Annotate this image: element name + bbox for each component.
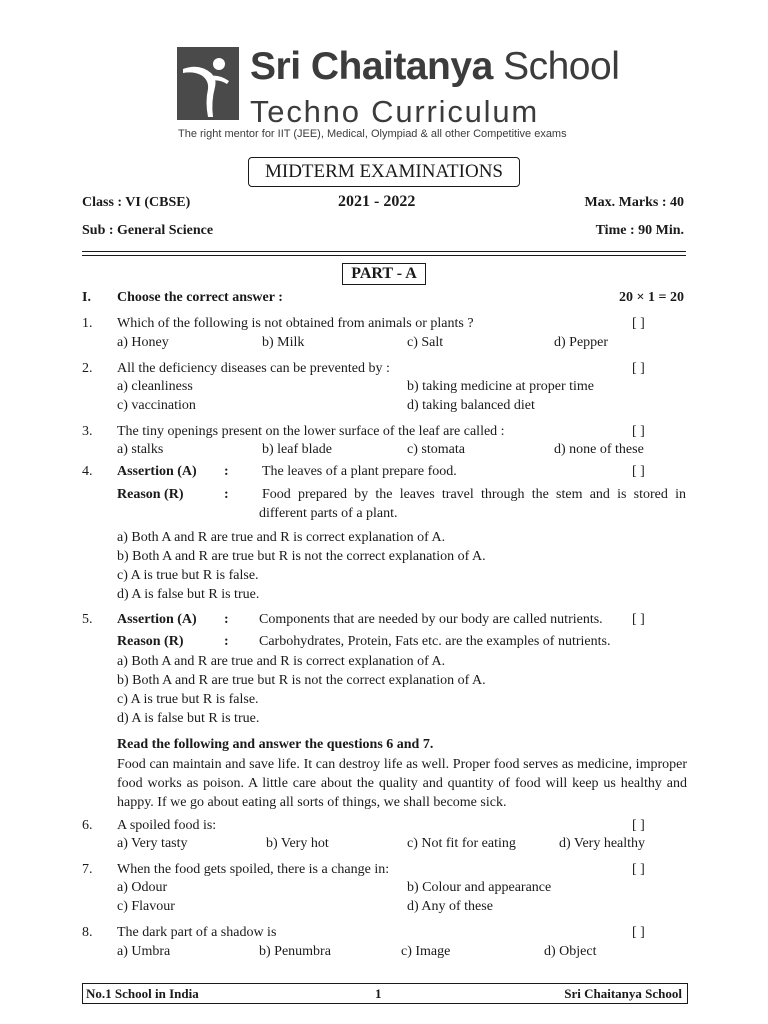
school-logo-icon xyxy=(177,47,239,120)
option-c: c) Image xyxy=(401,944,451,959)
question-number: 6. xyxy=(82,818,93,833)
section-instruction: Choose the correct answer : xyxy=(117,290,283,305)
header-divider xyxy=(82,255,686,256)
question-text: Which of the following is not obtained from animals or plants ? xyxy=(117,316,474,331)
reason-text-line2: different parts of a plant. xyxy=(259,506,398,521)
option-d: d) none of these xyxy=(554,442,644,457)
option-d: d) Very healthy xyxy=(559,836,646,851)
option-b: b) Very hot xyxy=(266,836,329,851)
reason-label: Reason (R) xyxy=(117,487,184,502)
answer-bracket: [ ] xyxy=(632,818,645,833)
question-number: 3. xyxy=(82,424,93,439)
option-c: c) Flavour xyxy=(117,899,175,914)
question-text: When the food gets spoiled, there is a change in: xyxy=(117,862,390,877)
answer-bracket: [ ] xyxy=(632,361,645,376)
question-text: The tiny openings present on the lower surface of the leaf are called : xyxy=(117,424,505,439)
assertion-label: Assertion (A) xyxy=(117,612,197,627)
answer-bracket: [ ] xyxy=(632,612,645,627)
colon: : xyxy=(224,634,229,649)
exam-title: MIDTERM EXAMINATIONS xyxy=(248,157,520,187)
assertion-text: The leaves of a plant prepare food. xyxy=(262,464,457,479)
option-a: a) Both A and R are true and R is correct explanation of A. xyxy=(117,530,446,545)
school-name: Sri Chaitanya School xyxy=(250,45,620,88)
reason-text: Carbohydrates, Protein, Fats etc. are the examples of nutrients. xyxy=(259,634,611,649)
answer-bracket: [ ] xyxy=(632,316,645,331)
option-a: a) Both A and R are true and R is correct explanation of A. xyxy=(117,654,446,669)
option-a: a) cleanliness xyxy=(117,379,193,394)
question-number: 5. xyxy=(82,612,93,627)
option-b: b) Milk xyxy=(262,335,305,350)
colon: : xyxy=(224,612,229,627)
reason-text-line1: Food prepared by the leaves travel through the stem and is stored in xyxy=(262,487,686,502)
page-number: 1 xyxy=(375,986,382,1001)
question-number: 7. xyxy=(82,862,93,877)
option-c: c) Salt xyxy=(407,335,444,350)
option-d: d) A is false but R is true. xyxy=(117,587,260,602)
question-text: All the deficiency diseases can be prevented by : xyxy=(117,361,390,376)
assertion-text: Components that are needed by our body are called nutrients. xyxy=(259,612,603,627)
subject-label: Sub : General Science xyxy=(82,223,214,238)
question-number: 1. xyxy=(82,316,93,331)
option-d: d) Object xyxy=(544,944,597,959)
option-b: b) Penumbra xyxy=(259,944,331,959)
max-marks: Max. Marks : 40 xyxy=(584,195,684,210)
option-b: b) leaf blade xyxy=(262,442,332,457)
option-d: d) A is false but R is true. xyxy=(117,711,260,726)
option-a: a) Honey xyxy=(117,335,169,350)
answer-bracket: [ ] xyxy=(632,925,645,940)
question-number: 8. xyxy=(82,925,93,940)
option-d: d) Pepper xyxy=(554,335,609,350)
answer-bracket: [ ] xyxy=(632,424,645,439)
option-d: d) taking balanced diet xyxy=(407,398,535,413)
colon: : xyxy=(224,464,229,479)
answer-bracket: [ ] xyxy=(632,862,645,877)
option-a: a) Very tasty xyxy=(117,836,188,851)
option-c: c) A is true but R is false. xyxy=(117,692,259,707)
option-b: b) Colour and appearance xyxy=(407,880,552,895)
option-a: a) Odour xyxy=(117,880,168,895)
curriculum-title: Techno Curriculum xyxy=(250,94,540,129)
option-a: a) stalks xyxy=(117,442,164,457)
colon: : xyxy=(224,487,229,502)
header-divider xyxy=(82,251,686,252)
academic-year: 2021 - 2022 xyxy=(338,193,416,210)
assertion-label: Assertion (A) xyxy=(117,464,197,479)
option-c: c) vaccination xyxy=(117,398,196,413)
time-label: Time : 90 Min. xyxy=(595,223,684,238)
option-d: d) Any of these xyxy=(407,899,493,914)
answer-bracket: [ ] xyxy=(632,464,645,479)
option-b: b) taking medicine at proper time xyxy=(407,379,594,394)
option-b: b) Both A and R are true but R is not the correct explanation of A. xyxy=(117,549,486,564)
passage-text: Food can maintain and save life. It can destroy life as well. Proper food serves as medicine, improper food works as poison. A little care about the quality and quantity of food will keep us healthy and happy. If we go about eating all sorts of things, we shall become sick. xyxy=(117,757,687,810)
option-b: b) Both A and R are true but R is not the correct explanation of A. xyxy=(117,673,486,688)
section-number: I. xyxy=(82,290,91,305)
passage-heading: Read the following and answer the questions 6 and 7. xyxy=(117,737,434,752)
question-number: 4. xyxy=(82,464,93,479)
footer-slogan: No.1 School in India xyxy=(86,986,199,1001)
option-a: a) Umbra xyxy=(117,944,171,959)
footer-school-name: Sri Chaitanya School xyxy=(564,986,682,1001)
option-c: c) Not fit for eating xyxy=(407,836,516,851)
option-c: c) stomata xyxy=(407,442,465,457)
reason-label: Reason (R) xyxy=(117,634,184,649)
tagline: The right mentor for IIT (JEE), Medical, Olympiad & all other Competitive exams xyxy=(178,128,567,140)
option-c: c) A is true but R is false. xyxy=(117,568,259,583)
class-label: Class : VI (CBSE) xyxy=(82,195,191,210)
question-text: A spoiled food is: xyxy=(117,818,217,833)
question-text: The dark part of a shadow is xyxy=(117,925,277,940)
question-number: 2. xyxy=(82,361,93,376)
section-marks: 20 × 1 = 20 xyxy=(619,290,684,305)
part-heading: PART - A xyxy=(342,263,426,285)
